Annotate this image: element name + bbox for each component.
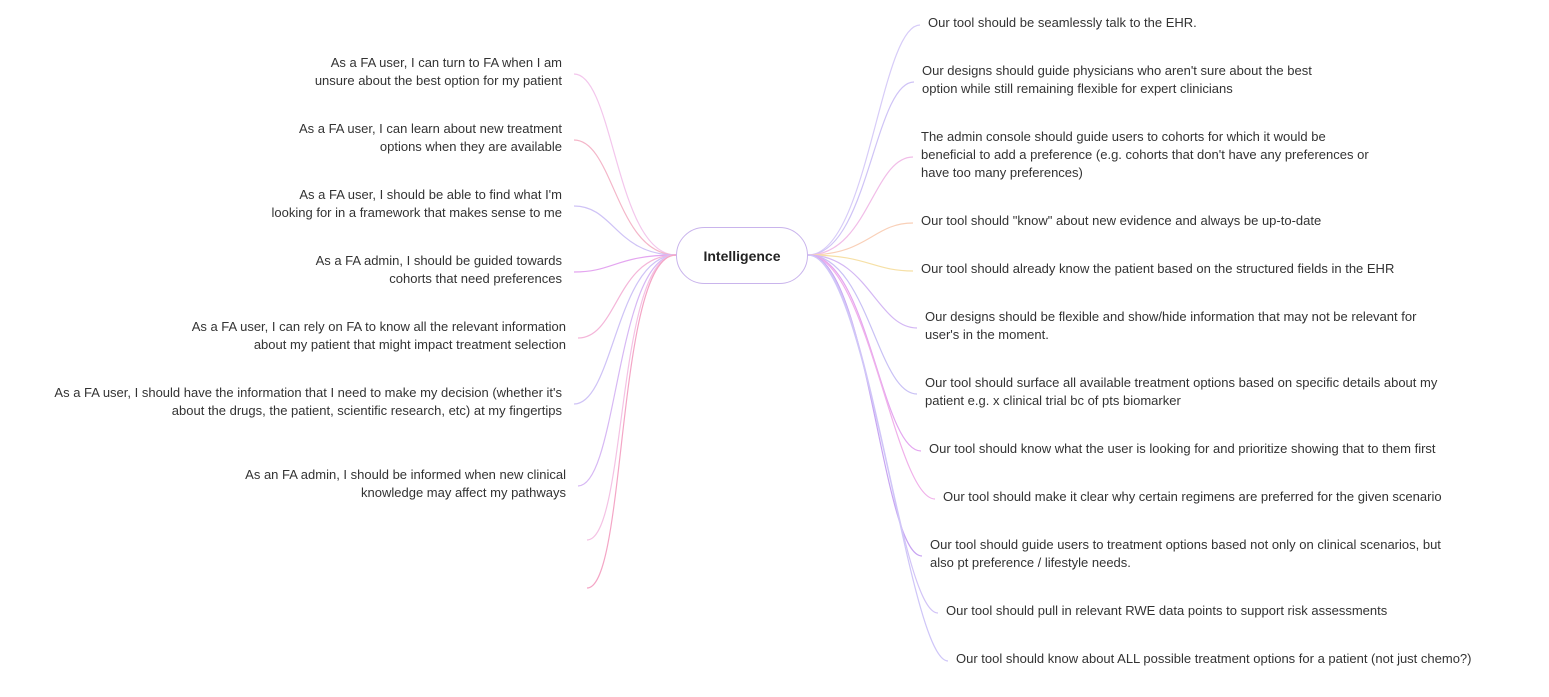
right-topic[interactable] — [921, 128, 1369, 182]
left-topic[interactable] — [316, 252, 562, 288]
right-topic[interactable] — [956, 650, 1472, 668]
topic-text-line: beneficial to add a preference (e.g. cohorts that don't have any preferences or — [921, 147, 1369, 162]
topic-text-line: As a FA user, I can rely on FA to know all the relevant information — [191, 319, 566, 334]
right-topic[interactable] — [922, 62, 1312, 98]
right-topic[interactable] — [921, 212, 1321, 230]
topic-text-line: patient e.g. x clinical trial bc of pts biomarker — [925, 393, 1181, 408]
branch-connector — [808, 255, 938, 613]
topic-text-line: As a FA user, I should be able to find what I'm — [299, 187, 562, 202]
branch-connector — [587, 255, 676, 588]
right-topic[interactable] — [925, 374, 1437, 410]
topic-text-line: Our tool should know about ALL possible treatment options for a patient (not just chemo?) — [956, 651, 1472, 666]
left-topic[interactable] — [54, 384, 562, 420]
branch-connector — [574, 74, 676, 255]
topic-text-line: Our tool should surface all available treatment options based on specific details about my — [925, 375, 1438, 390]
left-topic[interactable] — [272, 186, 562, 222]
topic-text-line: unsure about the best option for my patient — [314, 73, 562, 88]
topic-text-line: Our tool should pull in relevant RWE data points to support risk assessments — [946, 603, 1388, 618]
topic-text-line: options when they are available — [379, 139, 562, 154]
topic-text-line: also pt preference / lifestyle needs. — [930, 555, 1131, 570]
left-topic[interactable] — [245, 466, 566, 502]
topic-text-line: have too many preferences) — [921, 165, 1083, 180]
topic-text-line: As a FA admin, I should be guided towards — [315, 253, 562, 268]
branch-connector — [574, 255, 676, 404]
right-topic[interactable] — [946, 602, 1387, 620]
branch-connector — [808, 157, 913, 255]
topic-text-line: As an FA admin, I should be informed when new clinical — [245, 467, 566, 482]
central-topic[interactable] — [676, 227, 808, 284]
left-topic[interactable] — [315, 54, 562, 90]
topic-text-line: As a FA user, I should have the information that I need to make my decision (whether it's — [54, 385, 562, 400]
topic-text-line: Our tool should guide users to treatment options based not only on clinical scenarios, but — [930, 537, 1441, 552]
right-topic[interactable] — [929, 440, 1436, 458]
topic-text-line: cohorts that need preferences — [389, 271, 562, 286]
topic-text-line: knowledge may affect my pathways — [361, 485, 566, 500]
left-topic[interactable] — [299, 120, 562, 156]
right-topic[interactable] — [928, 14, 1197, 32]
branch-connector — [578, 255, 676, 338]
branch-connector — [587, 255, 676, 540]
topic-text-line: user's in the moment. — [925, 327, 1049, 342]
branch-connector — [808, 255, 935, 499]
right-topic[interactable] — [930, 536, 1441, 572]
topic-text-line: option while still remaining flexible for expert clinicians — [922, 81, 1233, 96]
right-topic[interactable] — [921, 260, 1394, 278]
branch-connector — [578, 255, 676, 486]
topic-text-line: Our tool should make it clear why certain regimens are preferred for the given scenario — [943, 489, 1442, 504]
topic-text-line: As a FA user, I can turn to FA when I am — [330, 55, 562, 70]
left-topic[interactable] — [192, 318, 566, 354]
topic-text-line: The admin console should guide users to cohorts for which it would be — [921, 129, 1326, 144]
branch-connector — [808, 82, 914, 255]
topic-text-line: Our designs should guide physicians who aren't sure about the best — [922, 63, 1312, 78]
topic-text-line: about the drugs, the patient, scientific research, etc) at my fingertips — [171, 403, 562, 418]
topic-text-line: Our tool should be seamlessly talk to the EHR. — [928, 15, 1197, 30]
central-topic-label: Intelligence — [703, 247, 781, 264]
topic-text-line: Our tool should "know" about new evidence and always be up-to-date — [921, 213, 1322, 228]
right-topic[interactable] — [943, 488, 1442, 506]
branch-connector — [808, 255, 922, 556]
branch-connector — [808, 25, 920, 255]
topic-text-line: Our tool should already know the patient based on the structured fields in the EHR — [921, 261, 1395, 276]
topic-text-line: looking for in a framework that makes sense to me — [271, 205, 562, 220]
topic-text-line: Our designs should be flexible and show/hide information that may not be relevant for — [925, 309, 1417, 324]
topic-text-line: As a FA user, I can learn about new treatment — [298, 121, 562, 136]
topic-text-line: Our tool should know what the user is looking for and prioritize showing that to them first — [929, 441, 1436, 456]
topic-text-line: about my patient that might impact treatment selection — [253, 337, 566, 352]
right-topic[interactable] — [925, 308, 1416, 344]
